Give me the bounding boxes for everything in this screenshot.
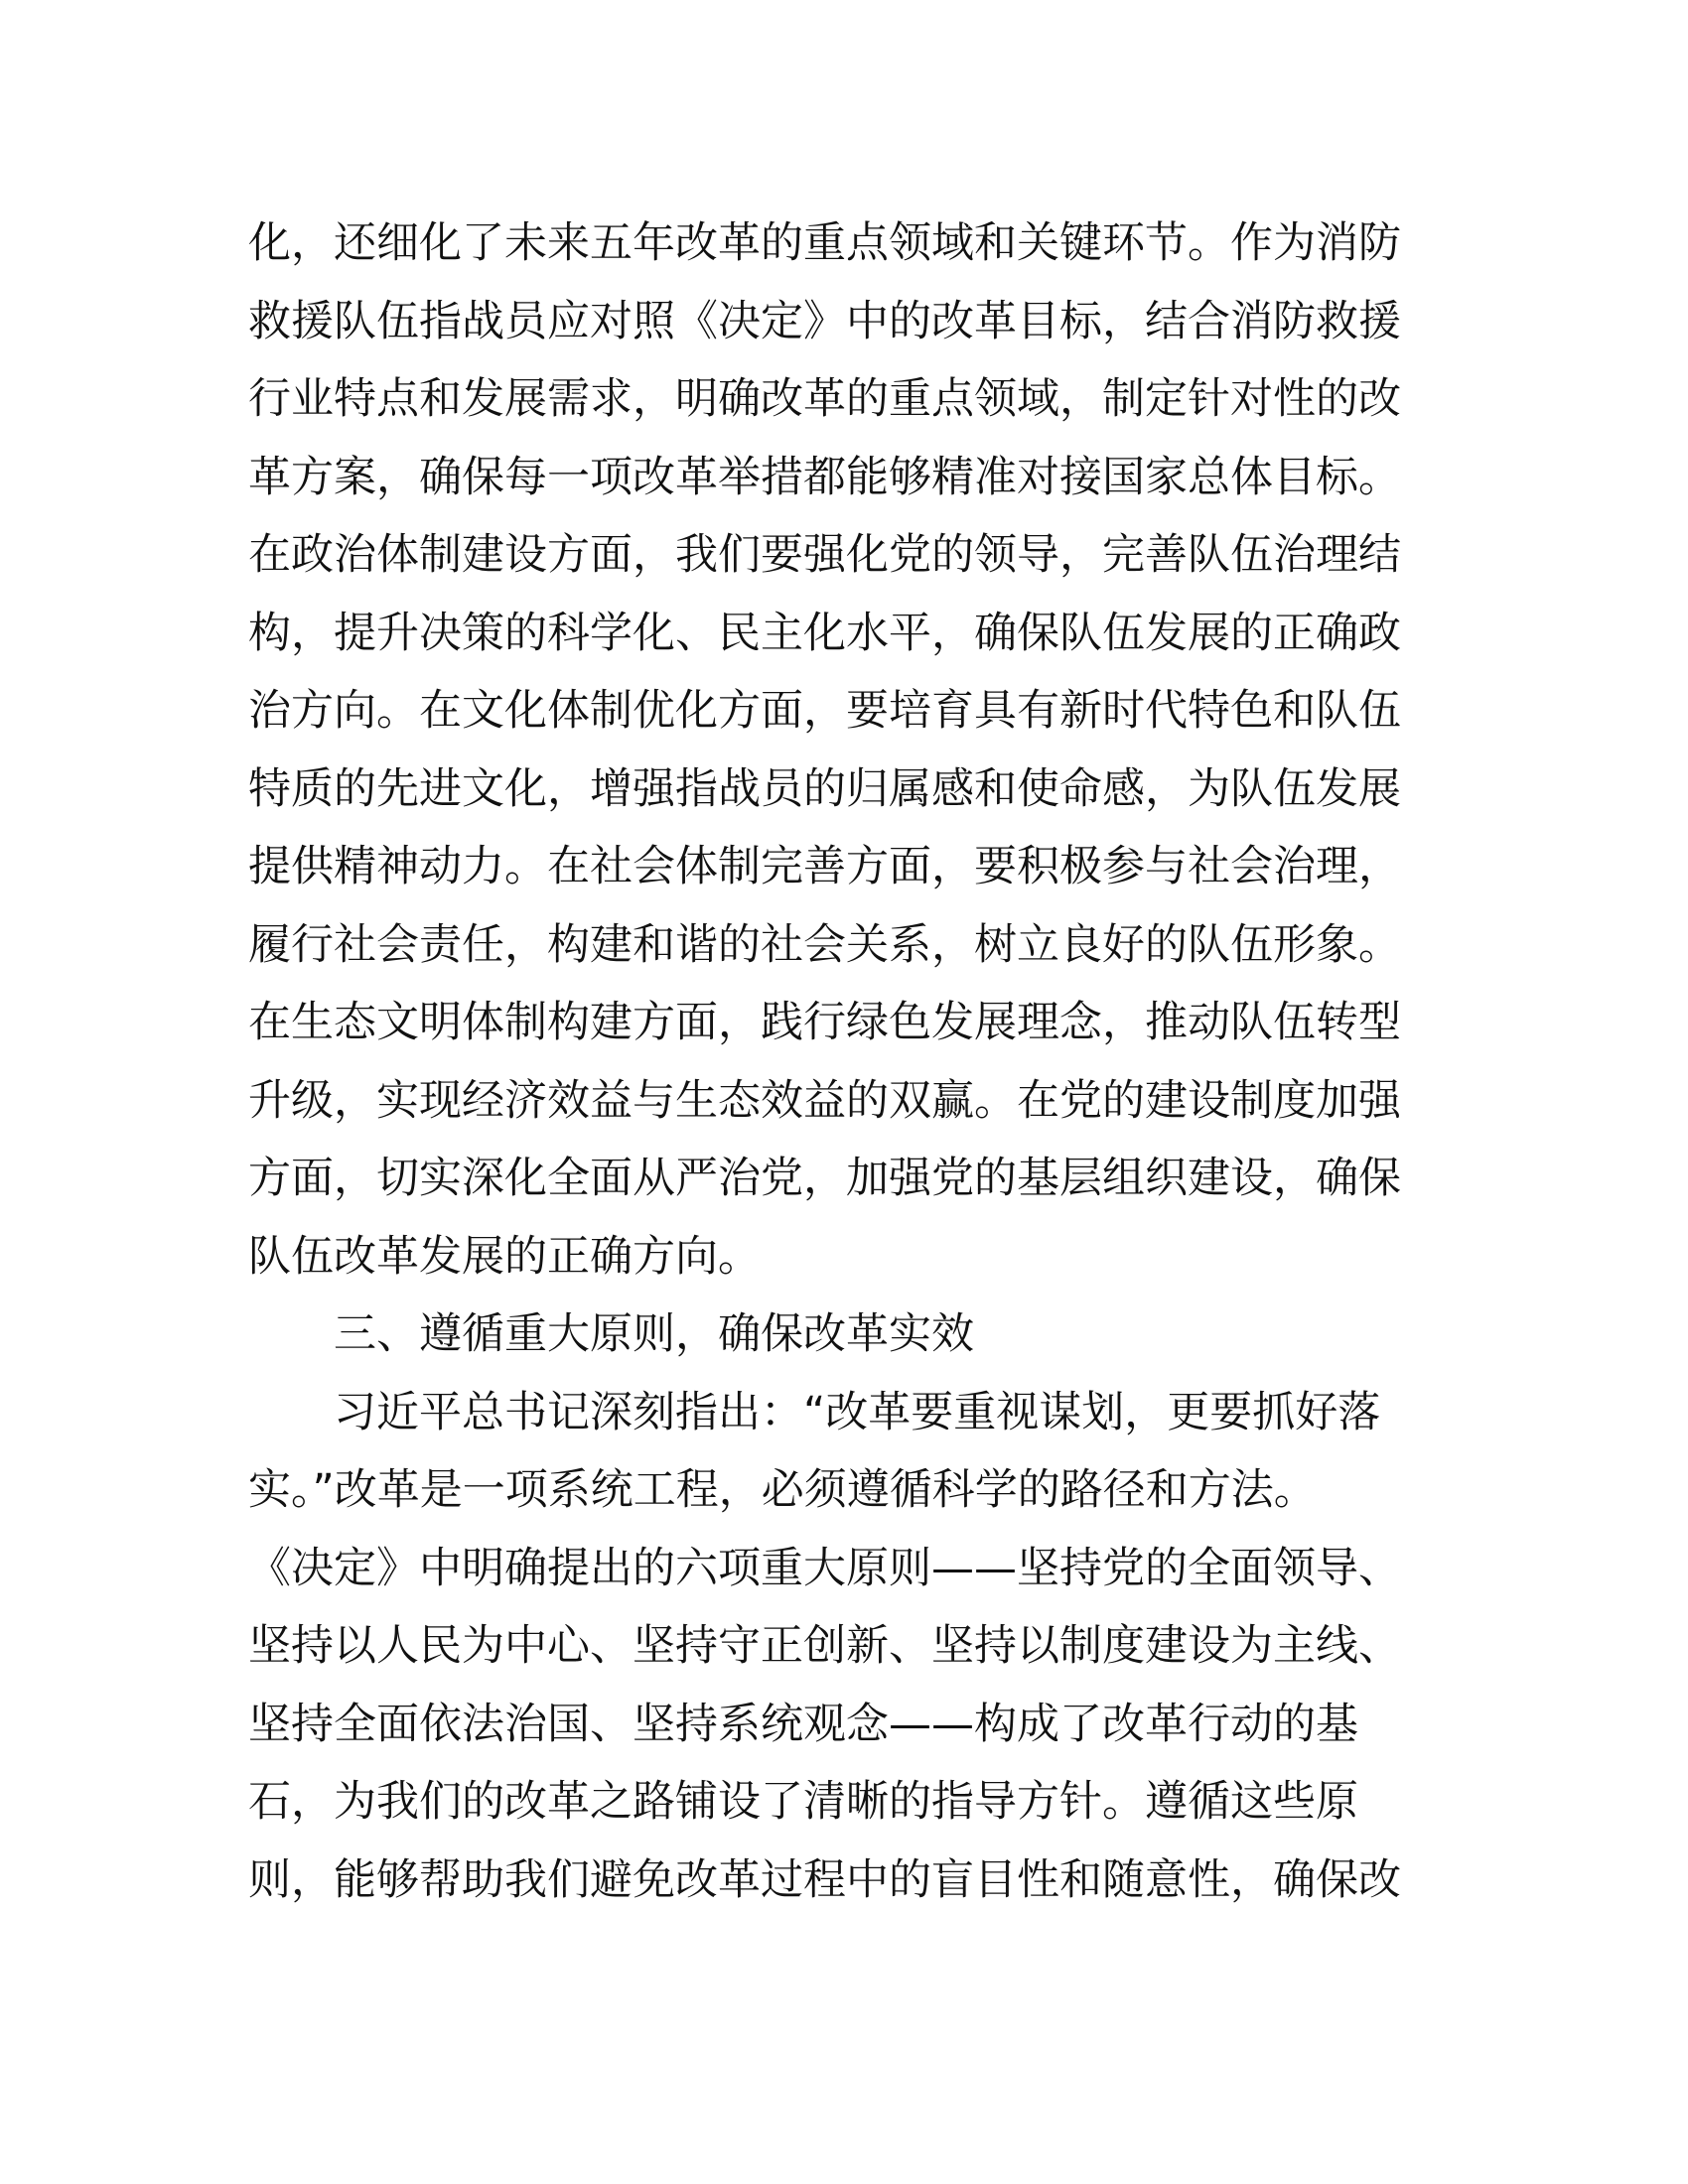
paragraph-line: 行业特点和发展需求，明确改革的重点领域，制定针对性的改	[248, 374, 1401, 424]
paragraph-line: 化，还细化了未来五年改革的重点领域和关键环节。作为消防	[248, 218, 1401, 268]
paragraph-line: 在生态文明体制构建方面，践行绿色发展理念，推动队伍转型	[248, 998, 1401, 1047]
paragraph-line: 实。”改革是一项系统工程，必须遵循科学的路径和方法。	[248, 1465, 1317, 1515]
paragraph-line: 履行社会责任，构建和谐的社会关系，树立良好的队伍形象。	[248, 919, 1401, 970]
paragraph-line: 在政治体制建设方面，我们要强化党的领导，完善队伍治理结	[248, 530, 1401, 580]
paragraph-line: 救援队伍指战员应对照《决定》中的改革目标，结合消防救援	[248, 296, 1401, 346]
paragraph-line: 则，能够帮助我们避免改革过程中的盲目性和随意性，确保改	[248, 1854, 1401, 1905]
paragraph-line: 升级，实现经济效益与生态效益的双赢。在党的建设制度加强	[248, 1075, 1401, 1126]
paragraph-line: 坚持以人民为中心、坚持守正创新、坚持以制度建设为主线、	[248, 1621, 1401, 1671]
paragraph-line: 治方向。在文化体制优化方面，要培育具有新时代特色和队伍	[248, 686, 1401, 736]
paragraph-line: 构，提升决策的科学化、民主化水平，确保队伍发展的正确政	[248, 608, 1401, 658]
paragraph-line: 石，为我们的改革之路铺设了清晰的指导方针。遵循这些原	[248, 1777, 1358, 1827]
paragraph-line: 方面，切实深化全面从严治党，加强党的基层组织建设，确保	[248, 1154, 1401, 1203]
paragraph-line: 《决定》中明确提出的六项重大原则——坚持党的全面领导、	[248, 1543, 1401, 1593]
paragraph-line: 队伍改革发展的正确方向。	[248, 1231, 761, 1282]
paragraph-line: 提供精神动力。在社会体制完善方面，要积极参与社会治理，	[248, 842, 1401, 891]
paragraph-line: 革方案，确保每一项改革举措都能够精准对接国家总体目标。	[248, 452, 1401, 502]
paragraph-line: 特质的先进文化，增强指战员的归属感和使命感，为队伍发展	[248, 763, 1401, 814]
section-heading: 三、遵循重大原则，确保改革实效	[334, 1309, 974, 1359]
paragraph-continued	[248, 205, 1440, 1919]
paragraph-line: 坚持全面依法治国、坚持系统观念——构成了改革行动的基	[248, 1699, 1358, 1749]
paragraph-line: 习近平总书记深刻指出：“改革要重视谋划，更要抓好落	[334, 1387, 1381, 1437]
